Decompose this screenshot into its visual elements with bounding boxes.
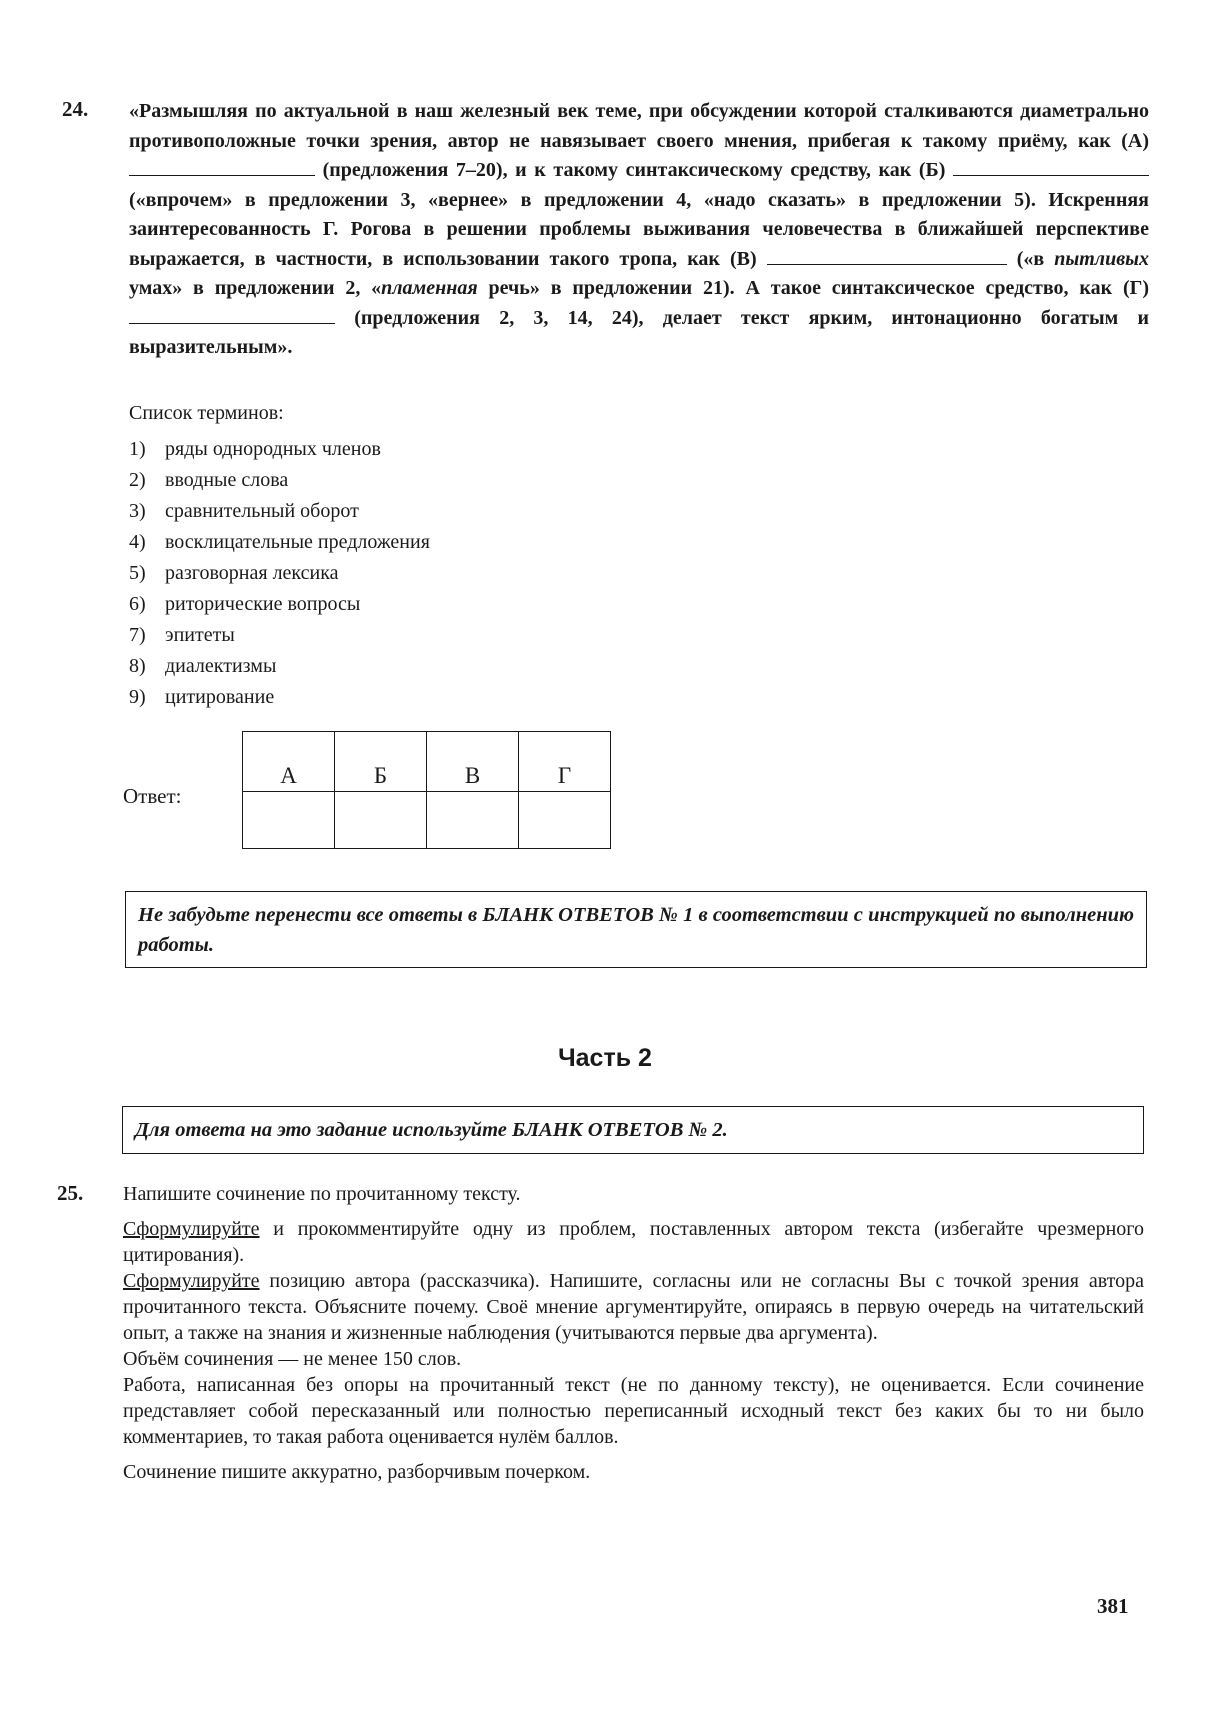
task-24-text	[129, 97, 1149, 363]
term-text: цитирование	[165, 686, 275, 708]
term-item	[129, 682, 430, 713]
task-24-italic-1: пытливых	[1054, 247, 1150, 270]
task-24-italic-2: пламенная	[381, 277, 478, 299]
term-text: эпитеты	[165, 624, 235, 646]
term-number: 3)	[129, 500, 146, 522]
term-text: диалектизмы	[165, 655, 277, 677]
term-number: 6)	[129, 593, 146, 615]
answer-cell-b[interactable]	[335, 792, 427, 849]
term-text: риторические вопросы	[165, 593, 361, 615]
task-25-p2-text: и прокомментируйте одну из проблем, поставленных автором текста (избегайте чрезмерного цитирования).	[123, 1218, 1144, 1266]
task-25-text	[123, 1181, 1144, 1485]
term-item	[129, 527, 430, 558]
term-text: разговорная лексика	[165, 562, 339, 584]
answer-header-v: В	[427, 732, 519, 792]
term-item	[129, 620, 430, 651]
term-number: 7)	[129, 624, 146, 646]
term-item	[129, 651, 430, 682]
answer-header-g: Г	[519, 732, 611, 792]
reminder-note: Не забудьте перенести все ответы в БЛАНК ОТВЕТОВ № 1 в соответствии с инструкцией по выполнению работы.	[125, 891, 1147, 968]
blank-g[interactable]	[129, 305, 335, 324]
task-24-sentence-1: «Размышляя по актуальной в наш железный век теме, при обсуждении которой сталкиваются диаметрально противоположные точки зрения, автор не навязывает своего мнения, прибегая к такому приёму, как (А)	[129, 100, 1149, 152]
task-25-p6: Сочинение пишите аккуратно, разборчивым почерком.	[123, 1461, 591, 1483]
blank-b[interactable]	[953, 157, 1149, 176]
part-2-note: Для ответа на это задание используйте БЛАНК ОТВЕТОВ № 2.	[122, 1106, 1144, 1154]
task-24-sentence-2: (предложения 7–20), и к такому синтаксическому средству, как (Б)	[322, 159, 946, 181]
term-item	[129, 496, 430, 527]
terms-title: Список терминов:	[129, 402, 284, 424]
task-24-number: 24.	[62, 97, 89, 121]
answer-label: Ответ:	[123, 784, 182, 808]
task-24-sentence-5: (предложения 2, 3, 14, 24), делает текст ярким, интонационно богатым и выразительным».	[129, 306, 1149, 358]
part-2-title: Часть 2	[558, 1044, 652, 1072]
term-text: вводные слова	[165, 469, 289, 491]
term-number: 5)	[129, 562, 146, 584]
term-number: 1)	[129, 438, 146, 460]
answer-table	[242, 731, 611, 849]
term-number: 2)	[129, 469, 146, 491]
task-25-p1: Напишите сочинение по прочитанному тексту.	[123, 1183, 521, 1205]
term-text: восклицательные предложения	[165, 531, 430, 553]
term-item	[129, 558, 430, 589]
answer-cell-g[interactable]	[519, 792, 611, 849]
task-24-sentence-3: («впрочем» в предложении 3, «вернее» в предложении 4, «надо сказать» в предложении 5). Искренняя заинтересованность Г. Рогова в решении проблемы выживания человечества в ближайшей перспективе выражается, в частности, в использовании такого тропа, как (В)	[129, 188, 1149, 270]
term-item	[129, 434, 430, 465]
page-number: 381	[1097, 1594, 1129, 1618]
term-text: ряды однородных членов	[165, 438, 381, 460]
answer-cell-a[interactable]	[243, 792, 335, 849]
task-24-sentence-4b: умах» в предложении 2, «	[129, 277, 382, 299]
task-25-p3-text: позицию автора (рассказчика). Напишите, согласны или не согласны Вы с точкой зрения автора прочитанного текста. Объясните почему. Своё мнение аргументируйте, опираясь в первую очередь на читательский опыт, а также на знания и жизненные наблюдения (учитываются первые два аргумента).	[123, 1270, 1144, 1344]
blank-v[interactable]	[767, 246, 1007, 265]
term-number: 9)	[129, 686, 146, 708]
blank-a[interactable]	[129, 157, 315, 176]
answer-header-a: А	[243, 732, 335, 792]
terms-list	[129, 434, 430, 713]
emphasis-formulate: Сформулируйте	[123, 1218, 260, 1240]
task-24-sentence-4c: речь» в предложении 21). А такое синтаксическое средство, как (Г)	[488, 277, 1150, 299]
task-25-p2	[123, 1216, 1144, 1268]
task-25-p5: Работа, написанная без опоры на прочитанный текст (не по данному тексту), не оценивается. Если сочинение представляет собой пересказанный или полностью переписанный исходный текст без каких бы то ни было комментариев, то такая работа оценивается нулём баллов.	[123, 1374, 1144, 1448]
answer-cell-v[interactable]	[427, 792, 519, 849]
answer-header-b: Б	[335, 732, 427, 792]
term-text: сравнительный оборот	[165, 500, 359, 522]
task-24-sentence-4a: («в	[1016, 247, 1045, 270]
term-number: 4)	[129, 531, 146, 553]
task-25-number: 25.	[57, 1181, 84, 1205]
term-item	[129, 465, 430, 496]
emphasis-formulate: Сформулируйте	[123, 1270, 260, 1292]
task-25-p3	[123, 1268, 1144, 1346]
term-item	[129, 589, 430, 620]
task-25-p4: Объём сочинения — не менее 150 слов.	[123, 1348, 462, 1370]
term-number: 8)	[129, 655, 146, 677]
